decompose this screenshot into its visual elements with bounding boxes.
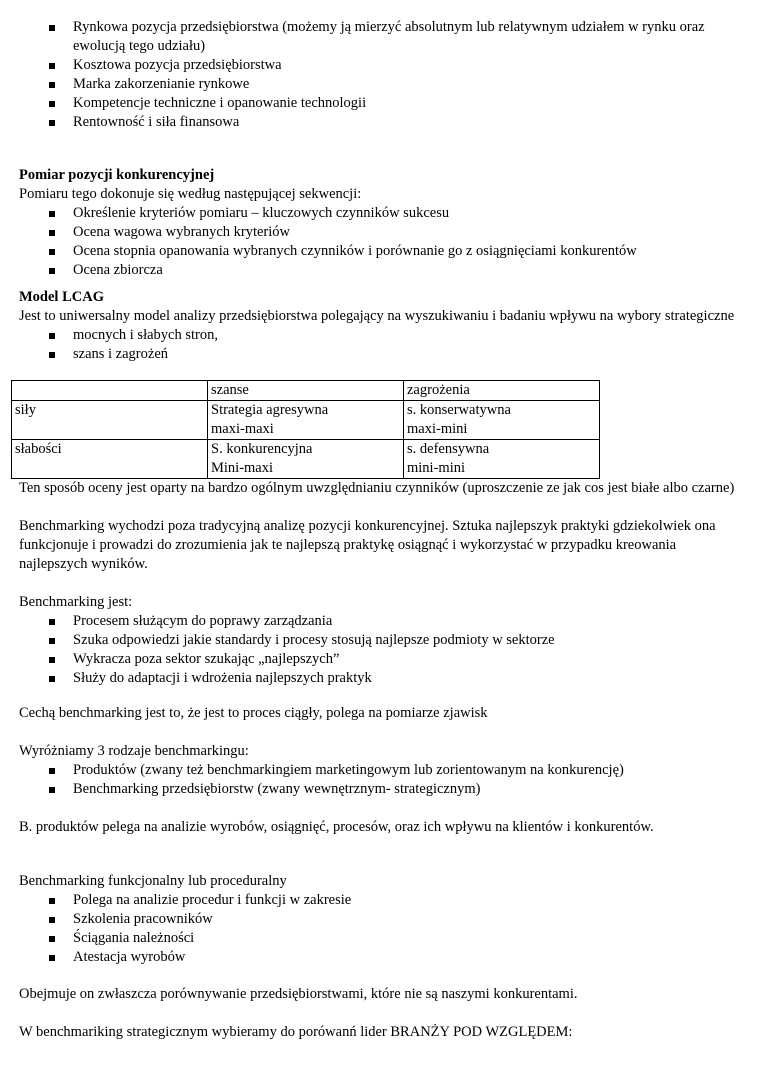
cell-line: s. defensywna bbox=[407, 441, 490, 457]
cell-line: maxi-maxi bbox=[211, 421, 274, 437]
benchmarking-section bbox=[19, 517, 744, 1042]
list-item: Kosztowa pozycja przedsiębiorstwa bbox=[19, 56, 744, 75]
list-item: Rentowność i siła finansowa bbox=[19, 113, 744, 132]
lcag-intro: Jest to uniwersalny model analizy przedsiębiorstwa polegający na wyszukiwaniu i badaniu wpływu na wybory strategiczne bbox=[19, 308, 735, 324]
benchmarking-b-produktow: B. produktów pelega na analizie wyrobów, osiągnięć, procesów, oraz ich wpływu na klientów i konkurentów. bbox=[19, 819, 654, 835]
pomiar-section bbox=[19, 166, 744, 280]
table-row bbox=[12, 381, 600, 401]
pomiar-intro: Pomiaru tego dokonuje się według następującej sekwencji: bbox=[19, 186, 362, 202]
table-cell: siły bbox=[12, 401, 208, 440]
table-cell bbox=[208, 440, 404, 479]
benchmarking-rodzaje-list bbox=[19, 761, 744, 799]
benchmarking-rodzaje-label: Wyróżniamy 3 rodzaje benchmarkingu: bbox=[19, 743, 249, 759]
list-item: Wykracza poza sektor szukając „najlepszych” bbox=[19, 650, 744, 669]
lcag-note: Ten sposób oceny jest oparty na bardzo ogólnym uwzględnianiu czynników (uproszczenie ze jak cos jest białe albo czarne) bbox=[19, 480, 735, 496]
table-cell bbox=[404, 401, 600, 440]
list-item: szans i zagrożeń bbox=[19, 345, 744, 364]
lcag-table bbox=[11, 380, 600, 479]
list-item: Polega na analizie procedur i funkcji w zakresie bbox=[19, 891, 744, 910]
list-item: Procesem służącym do poprawy zarządzania bbox=[19, 612, 744, 631]
table-row bbox=[12, 401, 600, 440]
list-item: Ściągania należności bbox=[19, 929, 744, 948]
list-item: Kompetencje techniczne i opanowanie technologii bbox=[19, 94, 744, 113]
table-cell bbox=[404, 440, 600, 479]
table-cell: zagrożenia bbox=[404, 381, 600, 401]
list-item: Szuka odpowiedzi jakie standardy i procesy stosują najlepsze podmioty w sektorze bbox=[19, 631, 744, 650]
benchmarking-intro: Benchmarking wychodzi poza tradycyjną analizę pozycji konkurencyjnej. Sztuka najlepszyk praktyki gdziekolwiek ona funkcjonuje i prowadzi do zrozumienia jak te najlepszą praktykę osiągnąć i wykorzystać w przypadku kreowania najlepszych wyników. bbox=[19, 518, 716, 572]
lcag-list bbox=[19, 326, 744, 364]
cell-line: Mini-maxi bbox=[211, 460, 274, 476]
benchmarking-cecha: Cechą benchmarking jest to, że jest to proces ciągły, polega na pomiarze zjawisk bbox=[19, 705, 488, 721]
table-cell bbox=[208, 401, 404, 440]
list-item: Określenie kryteriów pomiaru – kluczowych czynników sukcesu bbox=[19, 204, 744, 223]
benchmarking-funkcjonalny-list bbox=[19, 891, 744, 967]
table-cell: szanse bbox=[208, 381, 404, 401]
list-item: Atestacja wyrobów bbox=[19, 948, 744, 967]
benchmarking-strategiczny: W benchmariking strategicznym wybieramy do porówanń lider BRANŻY POD WZGLĘDEM: bbox=[19, 1024, 573, 1040]
cell-line: maxi-mini bbox=[407, 421, 468, 437]
benchmarking-obejmuje: Obejmuje on zwłaszcza porównywanie przedsiębiorstwami, które nie są naszymi konkurentami. bbox=[19, 986, 578, 1002]
list-item: Służy do adaptacji i wdrożenia najlepszych praktyk bbox=[19, 669, 744, 688]
cell-line: s. konserwatywna bbox=[407, 402, 511, 418]
benchmarking-jest-list bbox=[19, 612, 744, 688]
list-item: Ocena wagowa wybranych kryteriów bbox=[19, 223, 744, 242]
cell-line: Strategia agresywna bbox=[211, 402, 329, 418]
pomiar-list bbox=[19, 204, 744, 280]
table-row bbox=[12, 440, 600, 479]
list-item: Produktów (zwany też benchmarkingiem marketingowym lub zorientowanym na konkurencję) bbox=[19, 761, 744, 780]
lcag-heading: Model LCAG bbox=[19, 289, 104, 305]
list-item: mocnych i słabych stron, bbox=[19, 326, 744, 345]
benchmarking-funkcjonalny-label: Benchmarking funkcjonalny lub proceduralny bbox=[19, 873, 287, 889]
top-bullet-list bbox=[19, 18, 744, 132]
list-item: Ocena zbiorcza bbox=[19, 261, 744, 280]
document-page bbox=[15, 0, 744, 1042]
table-cell: słabości bbox=[12, 440, 208, 479]
list-item: Rynkowa pozycja przedsiębiorstwa (możemy ją mierzyć absolutnym lub relatywnym udziałem w rynku oraz ewolucją tego udziału) bbox=[19, 18, 744, 56]
table-cell bbox=[12, 381, 208, 401]
list-item: Szkolenia pracowników bbox=[19, 910, 744, 929]
list-item: Benchmarking przedsiębiorstw (zwany wewnętrznym- strategicznym) bbox=[19, 780, 744, 799]
cell-line: mini-mini bbox=[407, 460, 465, 476]
list-item: Ocena stopnia opanowania wybranych czynników i porównanie go z osiągnięciami konkurentów bbox=[19, 242, 744, 261]
cell-line: S. konkurencyjna bbox=[211, 441, 313, 457]
pomiar-heading: Pomiar pozycji konkurencyjnej bbox=[19, 167, 215, 183]
lcag-section bbox=[15, 288, 744, 498]
benchmarking-jest-label: Benchmarking jest: bbox=[19, 594, 133, 610]
list-item: Marka zakorzenianie rynkowe bbox=[19, 75, 744, 94]
